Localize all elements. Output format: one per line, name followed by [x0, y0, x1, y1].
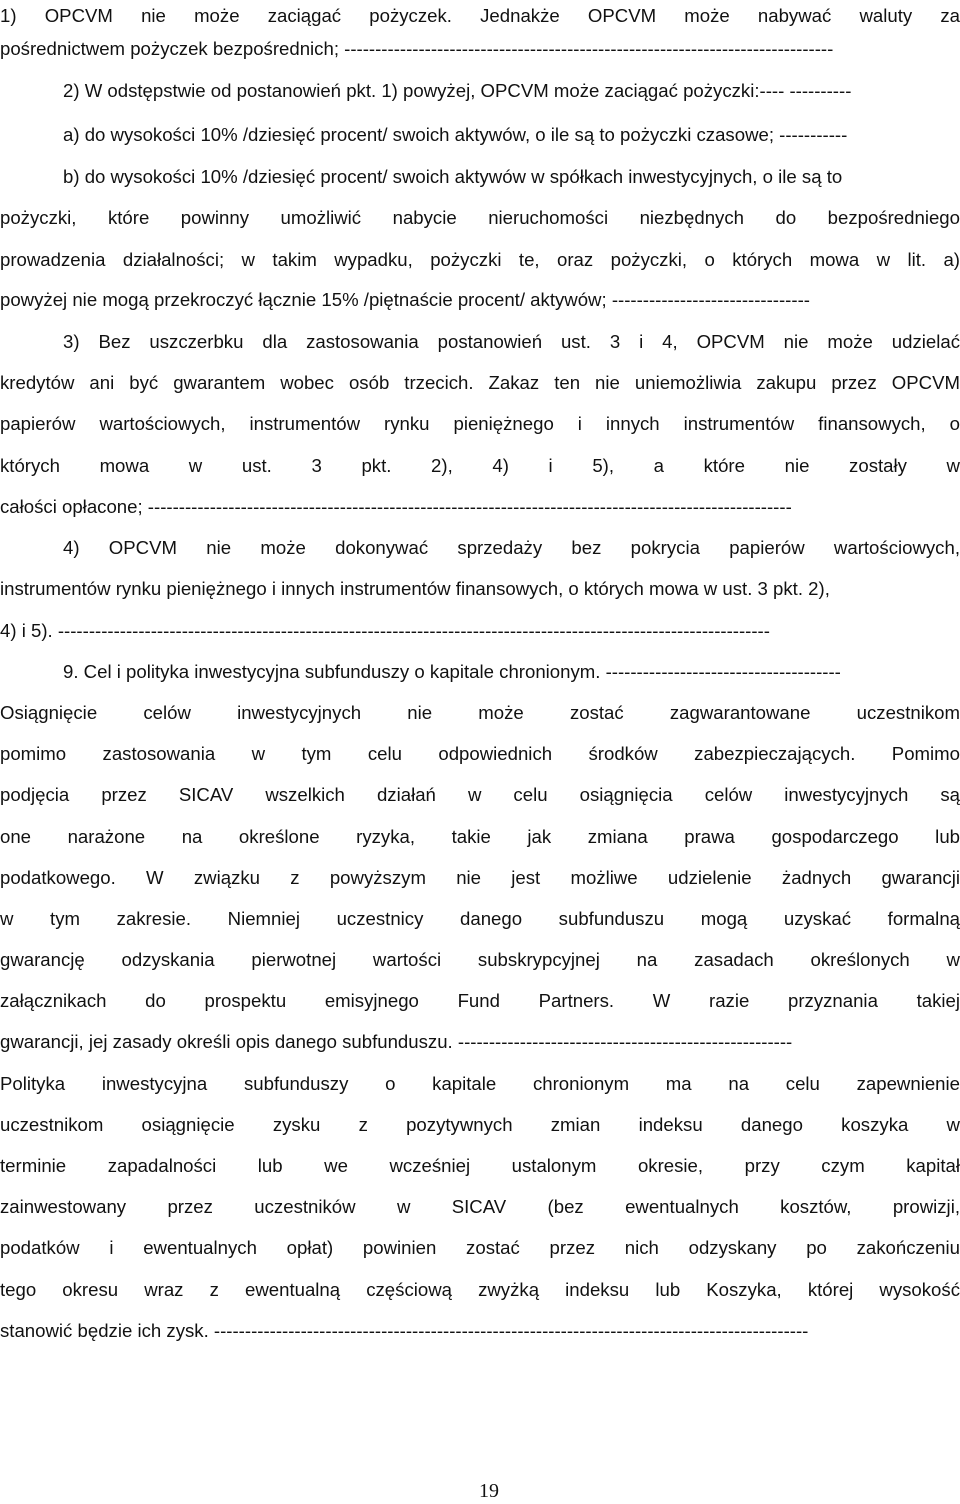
- text-line: 3) Bez uszczerbku dla zastosowania postanowień ust. 3 i 4, OPCVM nie może udzielać: [63, 331, 960, 352]
- text-line: tego okresu wraz z ewentualną częściową zwyżką indeksu lub Koszyka, której wysokość: [0, 1279, 960, 1300]
- text-line: terminie zapadalności lub we wcześniej ustalonym okresie, przy czym kapitał: [0, 1155, 960, 1176]
- text-line: b) do wysokości 10% /dziesięć procent/ swoich aktywów w spółkach inwestycyjnych, o ile są to: [63, 166, 843, 187]
- text-line: całości opłacone; --------------------------------------------------------------------------------------------------------: [0, 496, 792, 517]
- text-line: 2) W odstępstwie od postanowień pkt. 1) powyżej, OPCVM może zaciągać pożyczki:---- ----------: [63, 80, 852, 101]
- text-line: zainwestowany przez uczestników w SICAV (bez ewentualnych kosztów, prowizji,: [0, 1196, 960, 1217]
- text-line: w tym zakresie. Niemniej uczestnicy danego subfunduszu mogą uzyskać formalną: [0, 908, 960, 929]
- text-line: instrumentów rynku pieniężnego i innych instrumentów finansowych, o których mowa w ust. 3 pkt. 2),: [0, 578, 830, 599]
- text-line: podatkowego. W związku z powyższym nie jest możliwe udzielenie żadnych gwarancji: [0, 867, 960, 888]
- text-line: Osiągnięcie celów inwestycyjnych nie może zostać zagwarantowane uczestnikom: [0, 702, 960, 723]
- text-line: których mowa w ust. 3 pkt. 2), 4) i 5), a które nie zostały w: [0, 455, 960, 476]
- text-line: 4) OPCVM nie może dokonywać sprzedaży bez pokrycia papierów wartościowych,: [63, 537, 960, 558]
- text-line: Polityka inwestycyjna subfunduszy o kapitale chronionym ma na celu zapewnienie: [0, 1073, 960, 1094]
- text-line: podatków i ewentualnych opłat) powinien zostać przez nich odzyskany po zakończeniu: [0, 1237, 960, 1258]
- text-line: gwarancji, jej zasady określi opis danego subfunduszu. ------------------------------------------------------: [0, 1031, 793, 1052]
- text-line: kredytów ani być gwarantem wobec osób trzecich. Zakaz ten nie uniemożliwia zakupu przez OPCVM: [0, 372, 960, 393]
- text-line: stanowić będzie ich zysk. ------------------------------------------------------------------------------------------------: [0, 1320, 809, 1341]
- text-line: papierów wartościowych, instrumentów rynku pieniężnego i innych instrumentów finansowych, o: [0, 413, 960, 434]
- page-number: 19: [479, 1480, 499, 1502]
- section-heading: 9. Cel i polityka inwestycyjna subfunduszy o kapitale chronionym. --------------------------------------: [63, 661, 841, 682]
- text-line: a) do wysokości 10% /dziesięć procent/ swoich aktywów, o ile są to pożyczki czasowe; -----------: [63, 124, 848, 145]
- text-line: podjęcia przez SICAV wszelkich działań w celu osiągnięcia celów inwestycyjnych są: [0, 784, 960, 805]
- text-line: załącznikach do prospektu emisyjnego Fund Partners. W razie przyznania takiej: [0, 990, 960, 1011]
- text-line: prowadzenia działalności; w takim wypadku, pożyczki te, oraz pożyczki, o których mowa w lit. a): [0, 249, 960, 270]
- text-line: 4) i 5). -------------------------------------------------------------------------------------------------------------------: [0, 620, 770, 641]
- text-line: 1) OPCVM nie może zaciągać pożyczek. Jednakże OPCVM może nabywać waluty za: [0, 5, 960, 26]
- text-line: pożyczki, które powinny umożliwić nabycie nieruchomości niezbędnych do bezpośredniego: [0, 207, 960, 228]
- text-line: pomimo zastosowania w tym celu odpowiednich środków zabezpieczających. Pomimo: [0, 743, 960, 764]
- text-line: powyżej nie mogą przekroczyć łącznie 15% /piętnaście procent/ aktywów; --------------------------------: [0, 289, 810, 310]
- text-line: pośrednictwem pożyczek bezpośrednich; -------------------------------------------------------------------------------: [0, 38, 834, 59]
- text-line: gwarancję odzyskania pierwotnej wartości subskrypcyjnej na zasadach określonych w: [0, 949, 960, 970]
- text-line: uczestnikom osiągnięcie zysku z pozytywnych zmian indeksu danego koszyka w: [0, 1114, 960, 1135]
- text-line: one narażone na określone ryzyka, takie jak zmiana prawa gospodarczego lub: [0, 826, 960, 847]
